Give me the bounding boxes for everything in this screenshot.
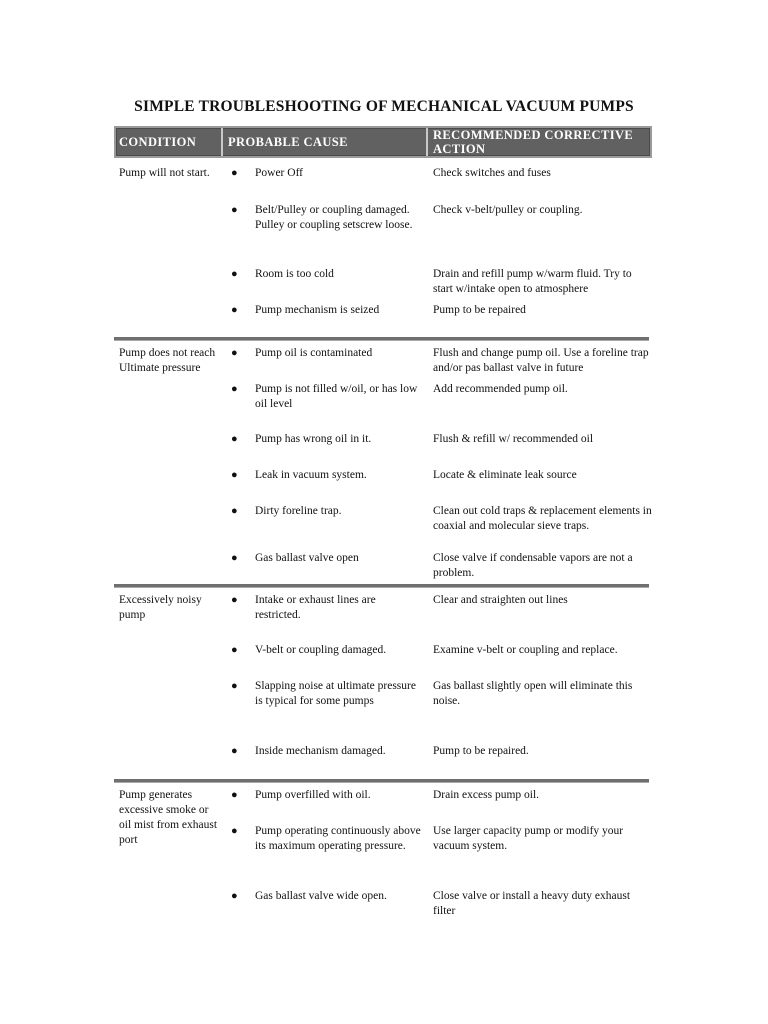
action-cell: Gas ballast slightly open will eliminate this noise. (433, 680, 633, 707)
bullet: ● (231, 347, 238, 359)
cause-cell: Pump is not filled w/oil, or has low oil level (255, 383, 418, 410)
bullet: ● (231, 789, 238, 801)
cause-cell: V-belt or coupling damaged. (255, 644, 387, 656)
action-cell: Clear and straighten out lines (433, 594, 568, 606)
cause-cell: Dirty foreline trap. (255, 505, 342, 517)
bullet: ● (231, 383, 238, 395)
action-cell: Add recommended pump oil. (433, 383, 568, 395)
table-header (114, 126, 652, 158)
bullet: ● (231, 552, 238, 564)
bullet: ● (231, 268, 238, 280)
cause-cell: Leak in vacuum system. (255, 469, 367, 481)
bullet: ● (231, 505, 238, 517)
bullet: ● (231, 745, 238, 757)
action-cell: Close valve or install a heavy duty exhaust filter (433, 890, 631, 917)
cause-cell: Power Off (255, 167, 304, 179)
bullet: ● (231, 167, 238, 179)
bullet: ● (231, 594, 238, 606)
cause-cell: Belt/Pulley or coupling damaged. Pulley or coupling setscrew loose. (255, 204, 413, 231)
condition-cell: Pump generates excessive smoke or oil mist from exhaust port (119, 789, 218, 846)
document-title: SIMPLE TROUBLESHOOTING OF MECHANICAL VACUUM PUMPS (134, 98, 634, 115)
group-separator (114, 779, 649, 783)
action-cell: Flush & refill w/ recommended oil (433, 433, 594, 445)
action-cell: Pump to be repaired (433, 304, 526, 316)
group-separator (114, 337, 649, 341)
condition-cell: Pump does not reach Ultimate pressure (119, 347, 216, 374)
cause-cell: Pump operating continuously above its maximum operating pressure. (255, 825, 421, 852)
action-cell: Clean out cold traps & replacement elements in coaxial and molecular sieve traps. (433, 505, 652, 532)
action-cell: Check v-belt/pulley or coupling. (433, 204, 583, 216)
action-cell: Flush and change pump oil. Use a foreline trap and/or pas ballast valve in future (433, 347, 649, 374)
bullet: ● (231, 304, 238, 316)
bullet: ● (231, 680, 238, 692)
action-cell: Close valve if condensable vapors are not a problem. (433, 552, 633, 579)
condition-cell: Excessively noisy pump (119, 594, 202, 621)
bullet: ● (231, 204, 238, 216)
action-cell: Pump to be repaired. (433, 745, 529, 757)
cause-cell: Inside mechanism damaged. (255, 745, 386, 757)
bullet: ● (231, 433, 238, 445)
action-cell: Locate & eliminate leak source (433, 469, 577, 481)
action-cell: Use larger capacity pump or modify your vacuum system. (433, 825, 624, 852)
cause-cell: Intake or exhaust lines are restricted. (255, 594, 376, 621)
bullet: ● (231, 644, 238, 656)
cause-cell: Room is too cold (255, 268, 334, 280)
cause-cell: Slapping noise at ultimate pressure is typical for some pumps (255, 680, 416, 707)
group-separator (114, 584, 649, 588)
cause-cell: Gas ballast valve open (255, 552, 359, 564)
cause-cell: Pump has wrong oil in it. (255, 433, 372, 445)
cause-cell: Pump overfilled with oil. (255, 789, 371, 801)
cause-cell: Pump mechanism is seized (255, 304, 380, 316)
cause-cell: Gas ballast valve wide open. (255, 890, 387, 902)
header-condition: CONDITION (116, 128, 223, 156)
bullet: ● (231, 469, 238, 481)
bullet: ● (231, 890, 238, 902)
condition-cell: Pump will not start. (119, 167, 210, 179)
action-cell: Drain excess pump oil. (433, 789, 540, 801)
header-corrective-action: RECOMMENDED CORRECTIVE ACTION (433, 128, 634, 156)
action-cell: Drain and refill pump w/warm fluid. Try to start w/intake open to atmosphere (433, 268, 632, 295)
header-probable-cause: PROBABLE CAUSE (225, 128, 428, 156)
action-cell: Check switches and fuses (433, 167, 551, 179)
bullet: ● (231, 825, 238, 837)
action-cell: Examine v-belt or coupling and replace. (433, 644, 618, 656)
cause-cell: Pump oil is contaminated (255, 347, 373, 359)
